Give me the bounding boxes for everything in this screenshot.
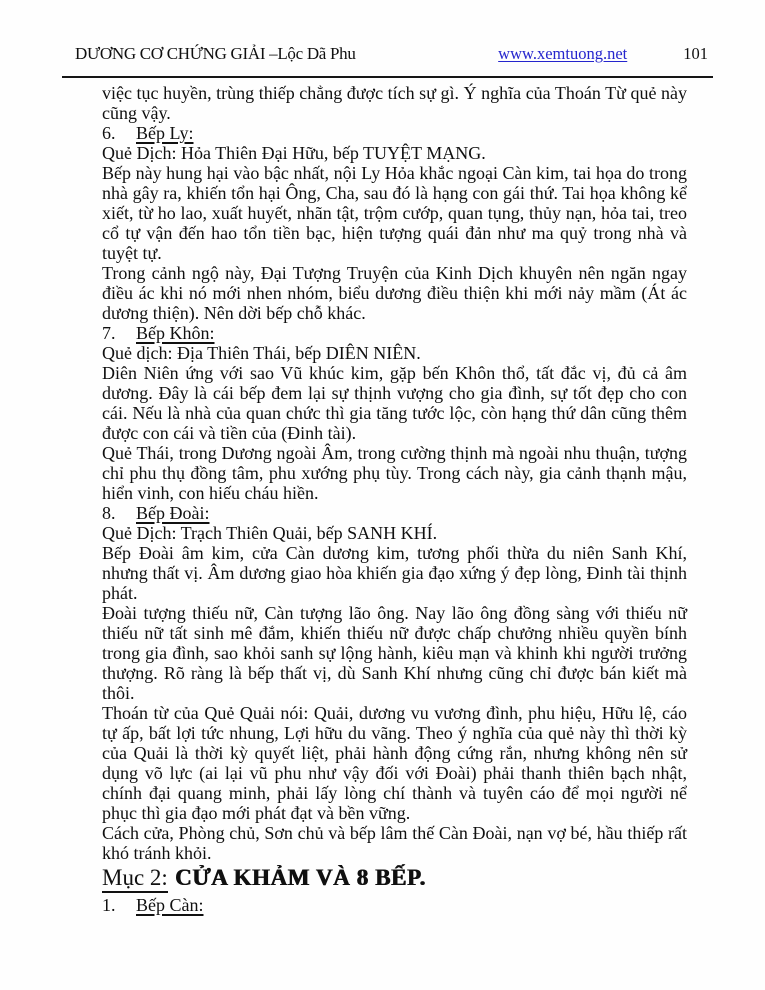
item-8-heading [102,503,687,523]
para-thoan-tu-quai: Thoán từ của Quẻ Quải nói: Quải, dương vu vương đình, phu hiệu, Hữu lệ, cáo tự ấp, bất lợi tức nhung, Lợi hữu du vãng. Theo ý nghĩa của quẻ này thì thời kỳ của Quải là thời kỳ quyết liệt, phải hành động cứng rắn, nhưng không nên sử dụng võ lực (ai lại vũ phu như vậy đối với Đoài) phải thanh thiên bạch nhật, chính đại quang minh, phải lấy lòng chí thành và tuyên cáo để mọi người nể phục thì gia đạo mới phát đạt và bền vững. [102,703,687,823]
item-8-number: 8. [102,503,116,523]
para-bep-ly-harm: Bếp này hung hại vào bậc nhất, nội Ly Hỏa khắc ngoại Càn kim, tai họa do trong nhà gây ra, khiến tổn hại Ông, Cha, sau đó là hạng con gái thứ. Tai họa không kể xiết, từ ho lao, xuất huyết, nhãn tật, trộm cướp, quan tụng, thủy nạn, hỏa tai, treo cổ tự vận đến hao tổn tiền bạc, hiện tượng quái đản như ma quỷ trong nhà và tuyệt tự. [102,163,687,263]
page-number: 101 [683,44,708,63]
para-que-dich-khon: Quẻ dịch: Địa Thiên Thái, bếp DIÊN NIÊN. [102,343,421,363]
para-que-dich-doai: Quẻ Dịch: Trạch Thiên Quải, bếp SANH KHÍ. [102,523,438,543]
header-rule [62,76,713,78]
section-2-title: CỬA KHẢM VÀ 8 BẾP. [174,865,426,890]
para-dien-nien: Diên Niên ứng với sao Vũ khúc kim, gặp bến Khôn thổ, tất đắc vị, đủ cả âm dương. Đây là cái bếp đem lại sự thịnh vượng cho gia đình, sự tốt đẹp cho con cái. Nếu là nhà của quan chức thì gia tăng tước lộc, còn hạng thứ dân cũng thêm được con cái và tiền của (Đinh tài). [102,363,687,443]
item-7-label: Bếp Khôn: [136,323,215,343]
item-6-heading [102,123,687,143]
para-que-dich-ly: Quẻ Dịch: Hỏa Thiên Đại Hữu, bếp TUYỆT MẠNG. [102,143,486,163]
page-body [102,83,687,915]
page-header [75,44,708,64]
para-doai-thieu-nu: Đoài tượng thiếu nữ, Càn tượng lão ông. Nay lão ông đồng sàng với thiếu nữ thiếu nữ tất sinh mê đắm, khiến thiếu nữ được chấp chưởng nhiều quyền bính trong gia đình, sao khỏi sanh sự lộng hành, kiêu mạn và khinh khi người trưởng thượng. Rõ ràng là bếp thất vị, dù Sanh Khí nhưng cũng chỉ được bán kiết mà thôi. [102,603,687,703]
website-link[interactable]: www.xemtuong.net [498,44,628,63]
item-1-number: 1. [102,895,116,915]
item-6-number: 6. [102,123,116,143]
item-7-number: 7. [102,323,116,343]
item-8-label: Bếp Đoài: [136,503,210,523]
para-bep-doai: Bếp Đoài âm kim, cửa Càn dương kim, tương phối thừa du niên Sanh Khí, nhưng thất vị. Âm dương giao hòa khiến gia đạo xứng ý đẹp lòng, Đinh tài thịnh phát. [102,543,687,603]
item-1-label: Bếp Càn: [136,895,204,915]
item-6-label: Bếp Ly: [136,123,194,143]
para-kinh-dich-advice: Trong cảnh ngộ này, Đại Tượng Truyện của Kinh Dịch khuyên nên ngăn ngay điều ác khi nó mới nhen nhóm, biểu dương điều thiện khi mới nảy mầm (Át ác dương thiện). Nên dời bếp chỗ khác. [102,263,687,323]
section-2-heading [102,863,687,893]
document-title: DƯƠNG CƠ CHỨNG GIẢI –Lộc Dã Phu [75,44,356,63]
para-cach-cua: Cách cửa, Phòng chủ, Sơn chủ và bếp lâm thế Càn Đoài, nạn vợ bé, hầu thiếp rất khó tránh khỏi. [102,823,687,863]
item-1-heading [102,895,687,915]
item-7-heading [102,323,687,343]
section-2-label: Mục 2: [102,865,168,893]
para-que-thai: Quẻ Thái, trong Dương ngoài Âm, trong cường thịnh mà ngoài nhu thuận, tượng chỉ phu thụ đồng tâm, phu xướng phụ tùy. Trong cách này, gia cảnh thạnh mậu, hiển vinh, con hiếu cháu hiền. [102,443,687,503]
para-intro: việc tục huyền, trùng thiếp chẳng được tích sự gì. Ý nghĩa của Thoán Từ quẻ này cũng vậy. [102,83,687,123]
